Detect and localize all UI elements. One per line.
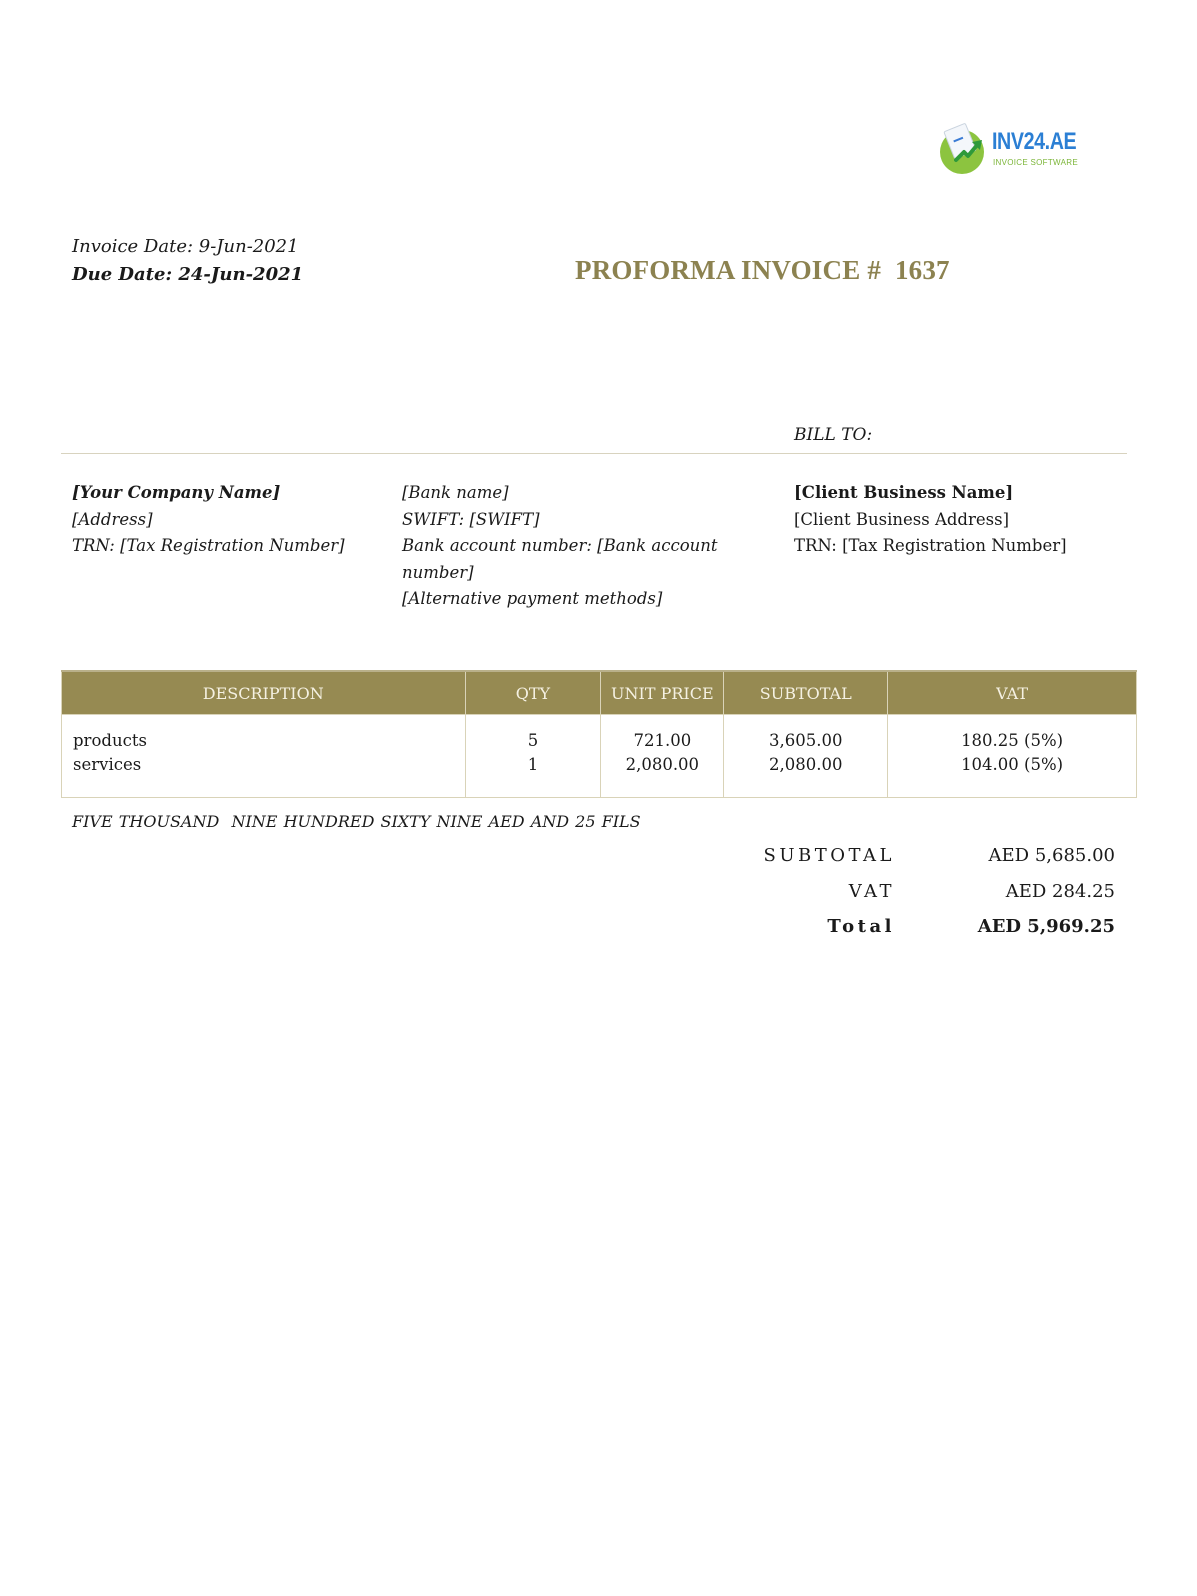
total-label: Total xyxy=(827,916,895,937)
column-header-unit-price: UNIT PRICE xyxy=(601,671,724,715)
column-header-description: DESCRIPTION xyxy=(62,671,466,715)
table-header-row xyxy=(62,671,1137,715)
amount-in-words: FIVE THOUSAND NINE HUNDRED SIXTY NINE AED AND 25 FILS xyxy=(72,812,641,831)
subtotal-row xyxy=(700,845,1115,881)
vat-cell xyxy=(888,715,1137,798)
item-vat: 104.00 (5%) xyxy=(961,755,1064,774)
bank-name: [Bank name] xyxy=(402,483,509,502)
due-date: Due Date: 24-Jun-2021 xyxy=(72,264,304,285)
vat-value: AED 284.25 xyxy=(1005,880,1115,902)
bank-alternative-payment: [Alternative payment methods] xyxy=(402,589,663,608)
seller-trn: TRN: [Tax Registration Number] xyxy=(72,536,345,555)
qty-cell xyxy=(465,715,601,798)
vat-row xyxy=(700,881,1115,917)
subtotal-cell xyxy=(724,715,888,798)
divider xyxy=(61,453,1127,454)
seller-address: [Address] xyxy=(72,509,153,529)
seller-info xyxy=(72,480,345,560)
subtotal-label: SUBTOTAL xyxy=(763,845,895,866)
seller-company-name: [Your Company Name] xyxy=(72,483,281,502)
logo-tagline: INVOICE SOFTWARE xyxy=(993,158,1078,167)
column-header-qty: QTY xyxy=(465,671,601,715)
subtotal-value: AED 5,685.00 xyxy=(988,845,1115,866)
item-unit-price: 2,080.00 xyxy=(625,755,700,774)
table-row xyxy=(62,715,1137,798)
bill-to-label: BILL TO: xyxy=(794,425,873,445)
total-row xyxy=(700,916,1115,952)
item-subtotal: 2,080.00 xyxy=(768,755,843,774)
item-subtotal: 3,605.00 xyxy=(768,731,843,750)
total-value: AED 5,969.25 xyxy=(977,916,1115,937)
logo-text: INV24.AE xyxy=(992,128,1077,155)
client-name: [Client Business Name] xyxy=(794,483,1014,502)
client-address: [Client Business Address] xyxy=(794,509,1010,529)
item-qty: 5 xyxy=(527,731,539,750)
item-description: services xyxy=(73,755,142,774)
item-qty: 1 xyxy=(527,755,539,774)
column-header-vat: VAT xyxy=(888,671,1137,715)
unit-price-cell xyxy=(601,715,724,798)
item-vat: 180.25 (5%) xyxy=(961,731,1064,750)
vat-label: VAT xyxy=(848,880,895,902)
client-trn: TRN: [Tax Registration Number] xyxy=(794,536,1067,555)
client-info xyxy=(794,480,1067,560)
item-description: products xyxy=(73,731,147,750)
growth-arrow-icon xyxy=(954,138,984,164)
bank-account: Bank account number: [Bank account number] xyxy=(402,536,718,582)
totals-summary xyxy=(700,845,1115,952)
bank-info xyxy=(402,480,732,613)
invoice-title: PROFORMA INVOICE # 1637 xyxy=(575,255,950,285)
invoice-date: Invoice Date: 9-Jun-2021 xyxy=(72,236,299,257)
description-cell xyxy=(62,715,466,798)
bank-swift: SWIFT: [SWIFT] xyxy=(402,509,540,529)
column-header-subtotal: SUBTOTAL xyxy=(724,671,888,715)
item-unit-price: 721.00 xyxy=(633,731,692,750)
line-items-table xyxy=(61,670,1137,798)
company-logo xyxy=(940,124,1100,176)
